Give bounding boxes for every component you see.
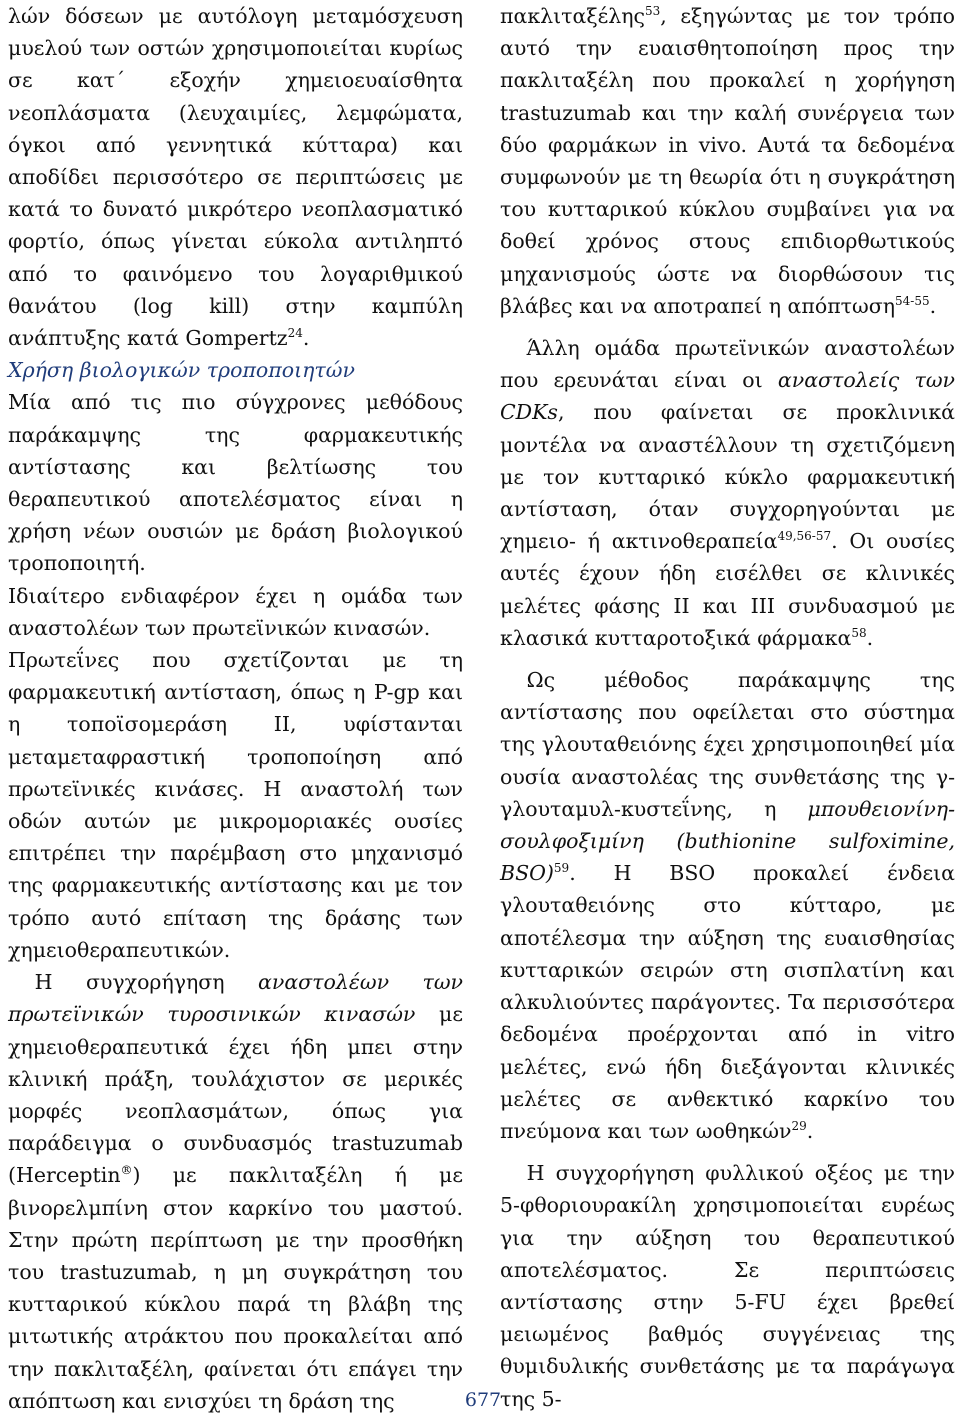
right-column: [500, 0, 955, 1415]
citation-ref: 29: [791, 1119, 807, 1134]
italic-term: αναστολέων των πρωτεϊνικών τυροσινικών κινασών: [8, 970, 463, 1027]
paragraph-kinase-group: Ιδιαίτερο ενδιαφέρον έχει η ομάδα των αναστολέων των πρωτεϊνικών κινασών.: [8, 583, 463, 640]
paragraph-coadministration: Η συγχορήγηση αναστολέων των πρωτεϊνικών τυροσινικών κινασών με χημειοθεραπευτικά έχει ήδη μπει στην κλινική πράξη, τουλάχιστον σε μερικές μορφές νεοπλασμάτων, όπως για παράδειγμα ο συνδυασμός trastuzumab (Herceptin®) με πακλιταξέλη ή με βινορελμπίνη στον καρκίνο του μαστού. Στην πρώτη περίπτωση με την προσθήκη του trastuzumab, η μη συγκράτηση του κυτταρικού κύκλου παρά τη βλάβη της μιτωτικής ατράκτου που προκαλείται από την πακλιταξέλη, φαίνεται ότι επάγει την απόπτωση και ενισχύει τη δράση της: [8, 970, 463, 1413]
italic-term: αναστολείς των CDKs: [500, 368, 956, 425]
citation-ref: 24: [287, 326, 303, 341]
paragraph-biomodifiers: Μία από τις πιο σύγχρονες μεθόδους παράκαμψης της φαρμακευτικής αντίστασης και βελτίωσης του θεραπευτικού αποτελέσματος είναι η χρήση νέων ουσιών με δράση βιολογικού τροποποιητή.: [8, 390, 463, 576]
paragraph-paclitaxel: πακλιταξέλης$^{53}$, εξηγώντας με τον τρόπο αυτό την ευαισθητοποίηση προς την πακλιταξέλη που προκαλεί η χορήγηση trastuzumab και την καλή συνέργεια των δύο φαρμάκων in vivo. Αυτά τα δεδομένα συμφωνούν με τη θεωρία ότι η συγκράτηση του κυτταρικού κύκλου συμβαίνει για να δοθεί χρόνος στους επιδιορθωτικούς μηχανισμούς ώστε να διορθώσουν τις βλάβες και να αποτραπεί η απόπτωση$^{54-55}$.: [500, 4, 955, 318]
citation-ref: 53: [645, 4, 661, 19]
citation-ref: 58: [851, 626, 867, 641]
section-heading: Χρήση βιολογικών τροποποιητών: [8, 358, 355, 383]
page-number: 677: [464, 1389, 502, 1411]
paragraph-folic-acid: Η συγχορήγηση φυλλικού οξέος με την 5-φθοριουρακίλη χρησιμοποιείται ευρέως για την αύξηση του θεραπευτικού αποτελέσματος. Σε περιπτώσεις αντίστασης στην 5-FU έχει βρεθεί μειωμένος βαθμός συγγένειας της θυμιδυλικής συνθετάσης με τα παράγωγα της 5-: [500, 1161, 955, 1411]
paragraph-chemo-intro: λών δόσεων με αυτόλογη μεταμόσχευση μυελού των οστών χρησιμοποιείται κυρίως σε κατ΄ εξοχήν χημειοευαίσθητα νεοπλάσματα (λευχαιμίες, λεμφώματα, όγκοι από γεννητικά κύτταρα) και αποδίδει περισσότερο σε περιπτώσεις με κατά το δυνατό μικρότερο νεοπλασματικό φορτίο, όπως γίνεται εύκολα αντιληπτό από το φαινόμενο του λογαριθμικού θανάτου (log kill) στην καμπύλη ανάπτυξης κατά Gompertz$^{24}$.: [8, 4, 463, 351]
left-column: [8, 0, 463, 1417]
italic-term: μπουθειονίνη-σουλφοξιμίνη (buthionine sulfoximine, BSO): [500, 796, 955, 886]
citation-ref: 54-55: [895, 294, 930, 308]
registered-mark: ®: [120, 1163, 133, 1178]
paragraph-glutathione: Ως μέθοδος παράκαμψης της αντίστασης που οφείλεται στο σύστημα της γλουταθειόνης έχει χρησιμοποιηθεί μία ουσία αναστολέας της συνθετάσης της γ-γλουταμυλ-κυστεΐνης, η μπουθειονίνη-σουλφοξιμίνη (buthionine sulfoximine, BSO)$^{59}$. Η BSO προκαλεί ένδεια γλουταθειόνης στο κύτταρο, με αποτέλεσμα την αύξηση της ευαισθησίας κυτταρικών σειρών στη σισπλατίνη και αλκυλιούντες παράγοντες. Τα περισσότερα δεδομένα προέρχονται από in vitro μελέτες, ενώ ήδη διεξάγονται κλινικές μελέτες σε ανθεκτικό καρκίνο του πνεύμονα και των ωοθηκών$^{29}$.: [500, 668, 955, 1143]
citation-ref: 59: [553, 861, 570, 876]
paragraph-proteins: Πρωτεΐνες που σχετίζονται με τη φαρμακευτική αντίσταση, όπως η P-gp και η τοποϊσομεράση ΙΙ, υφίστανται μεταμεταφραστική τροποποίηση από πρωτεϊνικές κινάσες. Η αναστολή των οδών αυτών με μικρομοριακές ουσίες επιτρέπει την παρέμβαση στο μηχανισμό της φαρμακευτικής αντίστασης και με τον τρόπο αυτό επίταση της δράσης των χημειοθεραπευτικών.: [8, 648, 463, 962]
paragraph-cdk-inhibitors: Άλλη ομάδα πρωτεϊνικών αναστολέων που ερευνάται είναι οι αναστολείς των CDKs, που φαίνεται σε προκλινικά μοντέλα να αναστέλλουν τη σχετιζόμενη με τον κυτταρικό κύκλο φαρμακευτική αντίσταση, όταν συγχορηγούνται με χημειο- ή ακτινοθεραπεία$^{49,56-57}$. Οι ουσίες αυτές έχουν ήδη εισέλθει σε κλινικές μελέτες φάσης ΙΙ και ΙΙΙ συνδυασμού με κλασικά κυτταροτοξικά φάρμακα$^{58}$.: [500, 336, 956, 650]
citation-ref: 49,56-57: [777, 529, 832, 544]
